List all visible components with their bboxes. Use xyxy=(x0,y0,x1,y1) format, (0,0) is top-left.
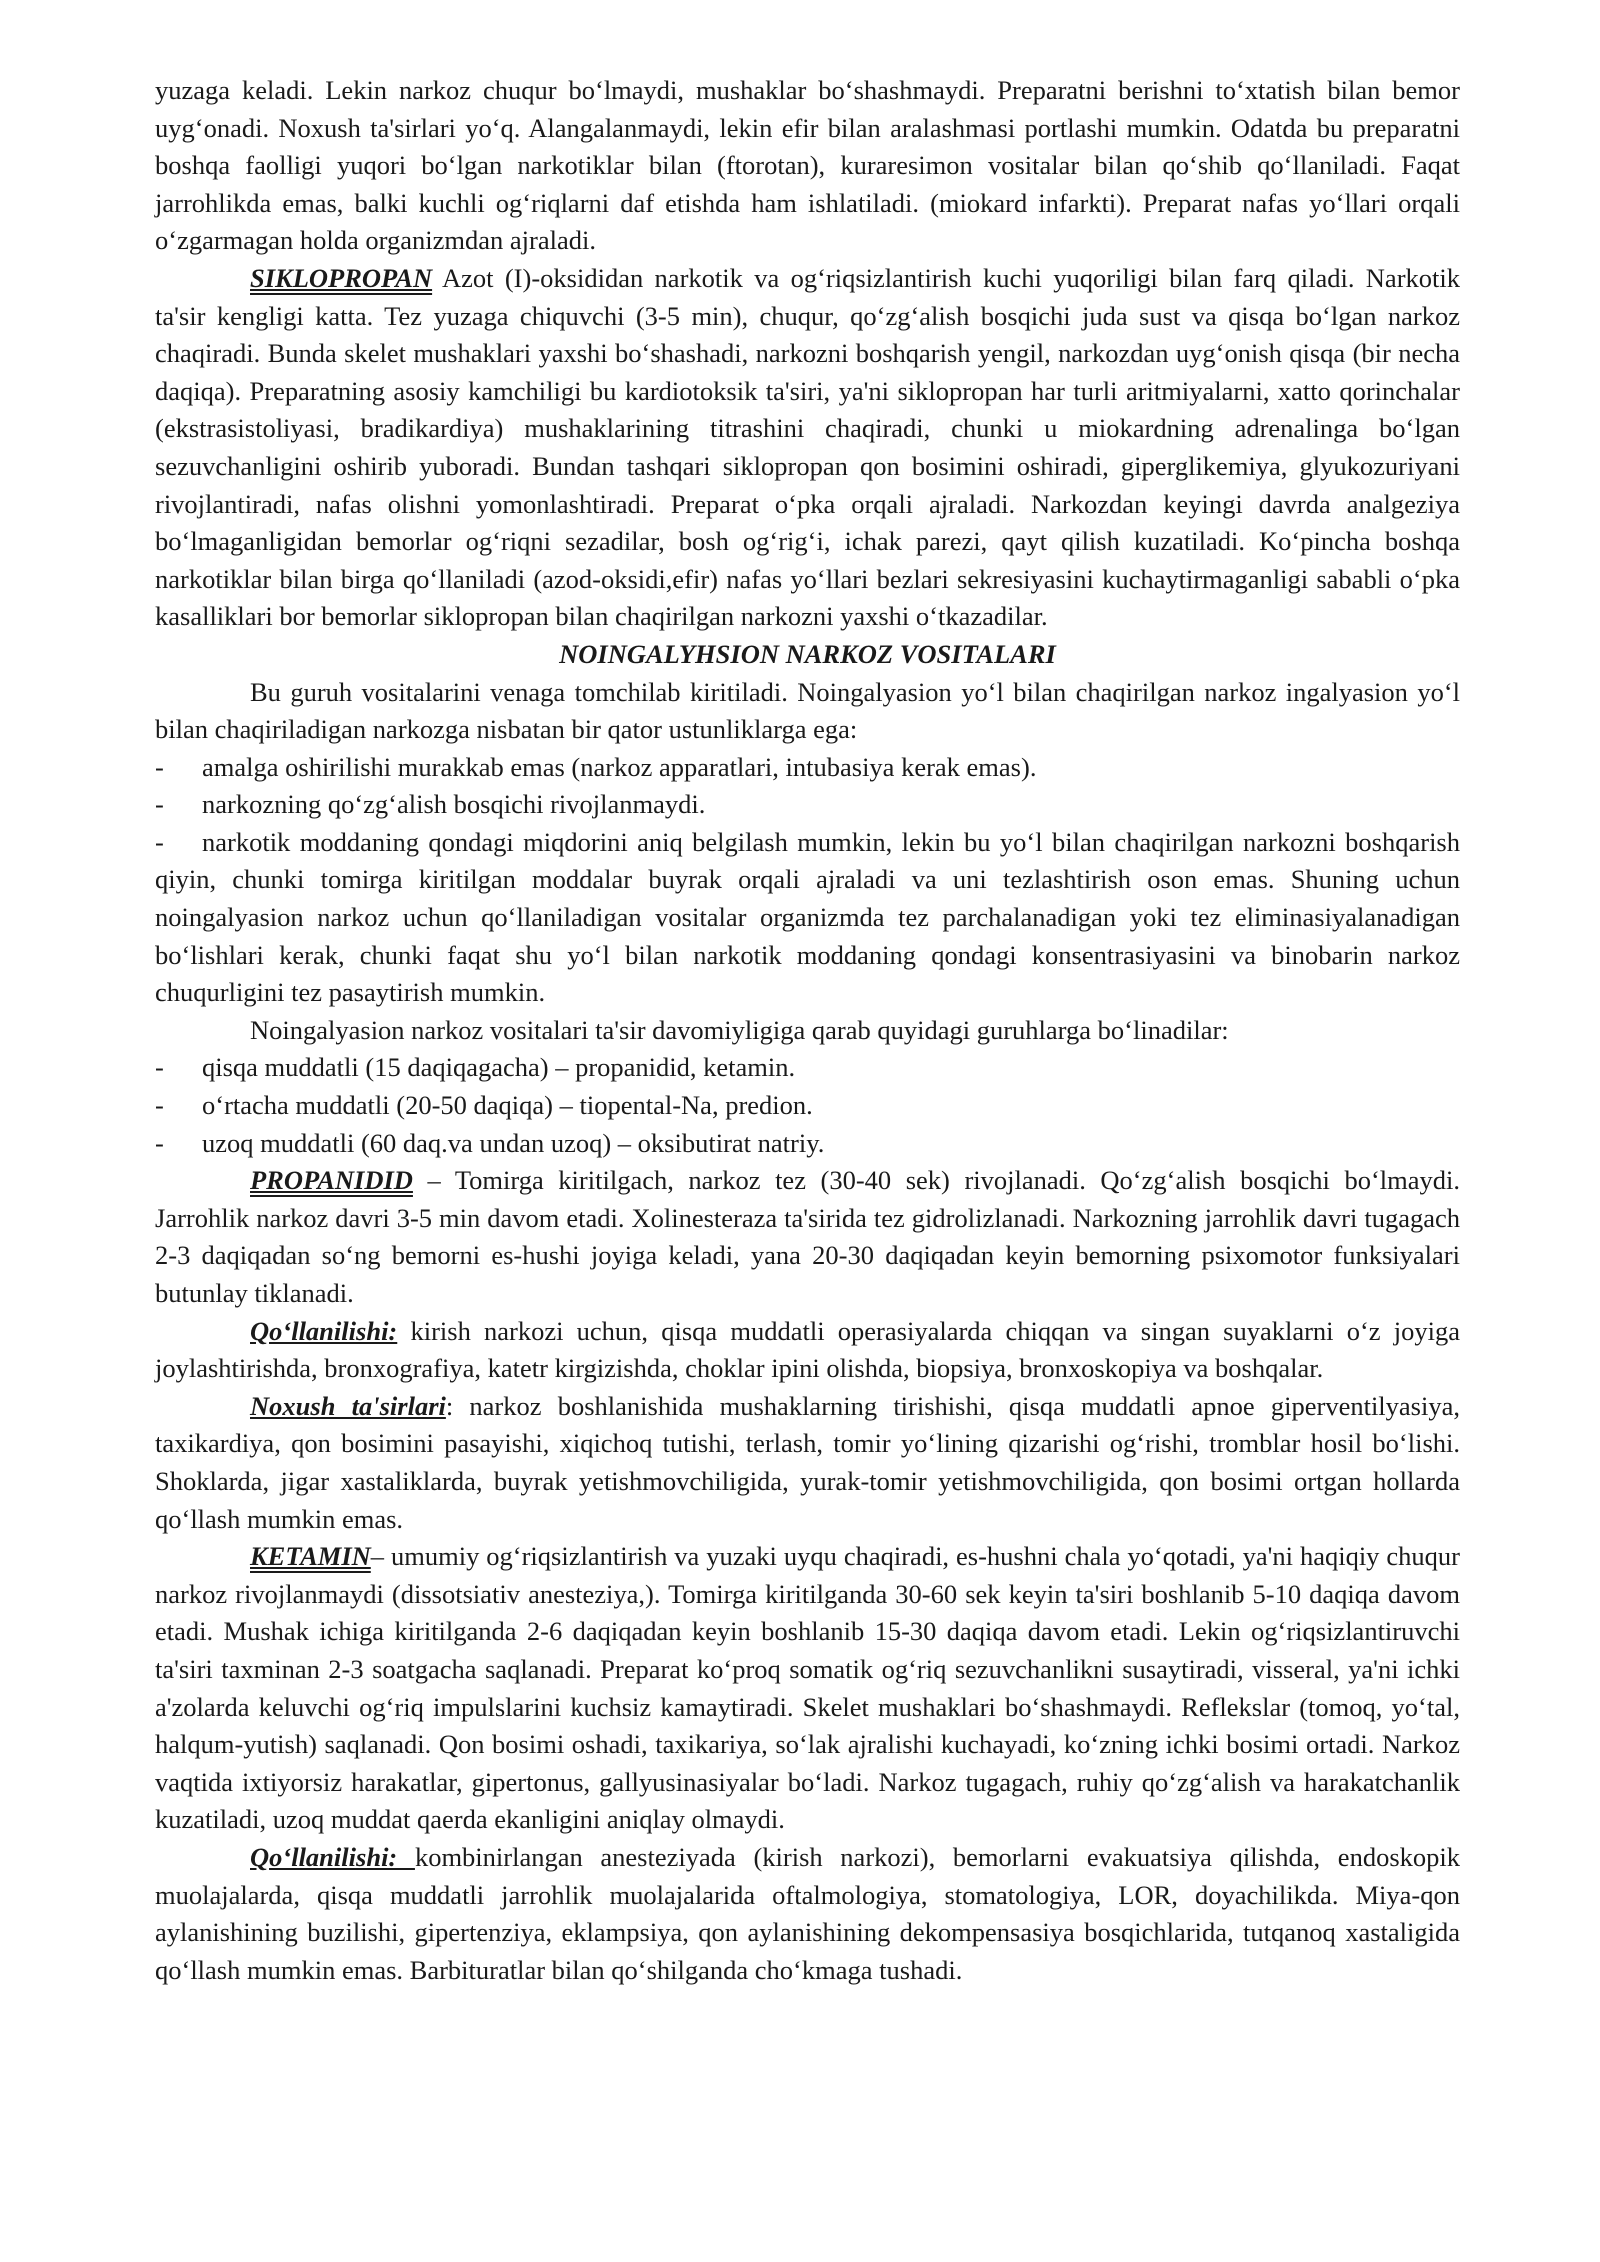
siklopropan-term: SIKLOPROPAN xyxy=(250,262,433,293)
list-item xyxy=(155,1087,1460,1125)
groups-intro: Noingalyasion narkoz vositalari ta'sir davomiyligiga qarab quyidagi guruhlarga bo‘linadilar: xyxy=(250,1014,1229,1045)
side-effects-paragraph xyxy=(155,1388,1460,1538)
list-item xyxy=(155,749,1460,787)
usage-paragraph-2 xyxy=(155,1839,1460,1989)
ketamin-paragraph xyxy=(155,1538,1460,1839)
list-item-text: narkotik moddaning qondagi miqdorini aniq belgilash mumkin, lekin bu yo‘l bilan chaqirilgan narkozni boshqarish qiyin, chunki tomirga kiritilgan moddalar buyrak orqali ajraladi va uni tezlashtirish oson emas. Shuning uchun noingalyasion narkoz uchun qo‘llaniladigan vositalar organizmda tez parchalanadigan yoki tez eliminasiyalanadigan bo‘lishlari kerak, chunki faqat shu yo‘l bilan narkotik moddaning qondagi konsentrasiyasini va binobarin narkoz chuqurligini tez pasaytirish mumkin. xyxy=(155,826,1460,1008)
list-item-text: o‘rtacha muddatli (20-50 daqiqa) – tiopental-Na, predion. xyxy=(202,1090,813,1121)
list-dash: - xyxy=(155,751,164,782)
usage-text-2: kombinirlangan anesteziyada (kirish narkozi), bemorlarni evakuatsiya qilishda, endoskopik muolajalarda, qisqa muddatli jarrohlik muolajalarida oftalmologiya, stomatologiya, LOR, doyachilikda. Miya-qon aylanishining buzilishi, gipertenziya, eklampsiya, qon aylanishining dekompensasiya bosqichlarida, tutqanoq xastaligida qo‘llash mumkin emas. Barbituratlar bilan qo‘shilganda cho‘kmaga tushadi. xyxy=(155,1841,1460,1985)
usage-text-1: kirish narkozi uchun, qisqa muddatli operasiyalarda chiqqan va singan suyaklarni o‘z joyiga joylashtirishda, bronxografiya, katetr kirgizishda, choklar ipini olishda, biopsiya, bronxoskopiya va boshqalar. xyxy=(155,1315,1460,1384)
siklopropan-text: Azot (I)-oksididan narkotik va og‘riqsizlantirish kuchi yuqoriligi bilan farq qiladi. Narkotik ta'sir kengligi katta. Tez yuzaga chiquvchi (3-5 min), chuqur, qo‘zg‘alish bosqichi juda sust va qisqa bo‘lgan narkoz chaqiradi. Bunda skelet mushaklari yaxshi bo‘shashadi, narkozni boshqarish yengil, narkozdan uyg‘onish qisqa (bir necha daqiqa). Preparatning asosiy kamchiligi bu kardiotoksik ta'siri, ya'ni siklopropan har turli aritmiyalarni, xatto qorinchalar (ekstrasistoliyasi, bradikardiya) mushaklarining titrashini chaqiradi, chunki u miokardning adrenalinga bo‘lgan sezuvchanligini oshirib yuboradi. Bundan tashqari siklopropan qon bosimini oshiradi, giperglikemiya, glyukozuriyani rivojlantiradi, nafas olishni yomonlashtiradi. Preparat o‘pka orqali ajraladi. Narkozdan keyingi davrda analgeziya bo‘lmaganligidan bemorlar og‘riqni sezadilar, bosh og‘rig‘i, ichak parezi, qayt qilish kuzatiladi. Ko‘pincha boshqa narkotiklar bilan birga qo‘llaniladi (azod-oksidi,efir) nafas yo‘llari bezlari sekresiyasini kuchaytirmaganligi sababli o‘pka kasalliklari bor bemorlar siklopropan bilan chaqirilgan narkozni yaxshi o‘tkazadilar. xyxy=(155,262,1460,632)
ketamin-text: – umumiy og‘riqsizlantirish va yuzaki uyqu chaqiradi, es-hushni chala yo‘qotadi, ya'ni haqiqiy chuqur narkoz rivojlanmaydi (dissotsiativ anesteziya,). Tomirga kiritilganda 30-60 sek keyin ta'siri boshlanib 5-10 daqiqa davom etadi. Mushak ichiga kiritilganda 2-6 daqiqadan keyin boshlanib 15-30 daqiqa davom etadi. Lekin og‘riqsizlantiruvchi ta'siri taxminan 2-3 soatgacha saqlanadi. Preparat ko‘proq somatik og‘riq sezuvchanlikni susaytiradi, visseral, ya'ni ichki a'zolarda keluvchi og‘riq impulslarini kuchsiz kamaytiradi. Skelet mushaklari bo‘shashmaydi. Reflekslar (tomoq, yo‘tal, halqum-yutish) saqlanadi. Qon bosimi oshadi, taxikariya, so‘lak ajralishi kuchayadi, ko‘zning ichki bosimi ortadi. Narkoz vaqtida ixtiyorsiz harakatlar, gipertonus, gallyusinasiyalar bo‘ladi. Narkoz tugagach, ruhiy qo‘zg‘alish va harakatchanlik kuzatiladi, uzoq muddat qaerda ekanligini aniqlay olmaydi. xyxy=(155,1541,1460,1835)
list-dash: - xyxy=(155,1090,164,1121)
list-dash: - xyxy=(155,789,164,820)
list-dash: - xyxy=(155,1127,164,1158)
intro-paragraph: yuzaga keladi. Lekin narkoz chuqur bo‘lmaydi, mushaklar bo‘shashmaydi. Preparatni berishni to‘xtatish bilan bemor uyg‘onadi. Noxush ta'sirlari yo‘q. Alangalanmaydi, lekin efir bilan aralashmasi portlashi mumkin. Odatda bu preparatni boshqa faolligi yuqori bo‘lgan narkotiklar bilan (ftorotan), kuraresimon vositalar bilan qo‘shib qo‘llaniladi. Faqat jarrohlikda emas, balki kuchli og‘riqlarni daf etishda ham ishlatiladi. (miokard infarkti). Preparat nafas yo‘llari orqali o‘zgarmagan holda organizmdan ajraladi. xyxy=(155,75,1460,256)
side-effects-text: : narkoz boshlanishida mushaklarning tirishishi, qisqa muddatli apnoe giperventilyasiya, taxikardiya, qon bosimini pasayishi, xiqichoq tutishi, terlash, tomir yo‘lining qizarishi og‘rishi, tromblar hosil bo‘lishi. Shoklarda, jigar xastaliklarda, buyrak yetishmovchiligida, yurak-tomir yetishmovchiligida, qon bosimi ortgan hollarda qo‘llash mumkin emas. xyxy=(155,1390,1460,1534)
usage-term-1: Qo‘llanilishi: xyxy=(250,1315,398,1346)
list-dash: - xyxy=(155,1052,164,1083)
usage-term-2: Qo‘llanilishi: xyxy=(250,1841,415,1872)
usage-paragraph-1 xyxy=(155,1313,1460,1388)
list-item xyxy=(155,824,1460,1012)
list-dash: - xyxy=(155,826,164,857)
propanidid-text: – Tomirga kiritilgach, narkoz tez (30-40 sek) rivojlanadi. Qo‘zg‘alish bosqichi bo‘lmaydi. Jarrohlik narkoz davri 3-5 min davom etadi. Xolinesteraza ta'sirida tez gidrolizlanadi. Narkozning jarrohlik davri tugagach 2-3 daqiqadan so‘ng bemorni es-hushi joyiga keladi, yana 20-30 daqiqadan keyin bemorning psixomotor funksiyalari butunlay tiklanadi. xyxy=(155,1165,1460,1308)
noninhal-intro: Bu guruh vositalarini venaga tomchilab kiritiladi. Noingalyasion yo‘l bilan chaqirilgan narkoz ingalyasion yo‘l bilan chaqiriladigan narkozga nisbatan bir qator ustunliklarga ega: xyxy=(155,676,1460,745)
propanidid-term: PROPANIDID xyxy=(250,1165,413,1196)
list-item xyxy=(155,786,1460,824)
document-page xyxy=(155,72,1460,1989)
list-item-text: amalga oshirilishi murakkab emas (narkoz apparatlari, intubasiya kerak emas). xyxy=(202,751,1037,782)
list-item xyxy=(155,1049,1460,1087)
list-item-text: narkozning qo‘zg‘alish bosqichi rivojlanmaydi. xyxy=(202,789,706,820)
list-item-text: uzoq muddatli (60 daq.va undan uzoq) – oksibutirat natriy. xyxy=(202,1127,825,1158)
propanidid-paragraph xyxy=(155,1162,1460,1312)
ketamin-term: KETAMIN xyxy=(250,1541,371,1572)
section-heading: NOINGALYHSION NARKOZ VOSITALARI xyxy=(559,638,1056,669)
side-effects-term: Noxush ta'sirlari xyxy=(250,1390,446,1421)
siklopropan-paragraph xyxy=(155,260,1460,636)
list-item xyxy=(155,1125,1460,1163)
list-item-text: qisqa muddatli (15 daqiqagacha) – propanidid, ketamin. xyxy=(202,1052,796,1083)
